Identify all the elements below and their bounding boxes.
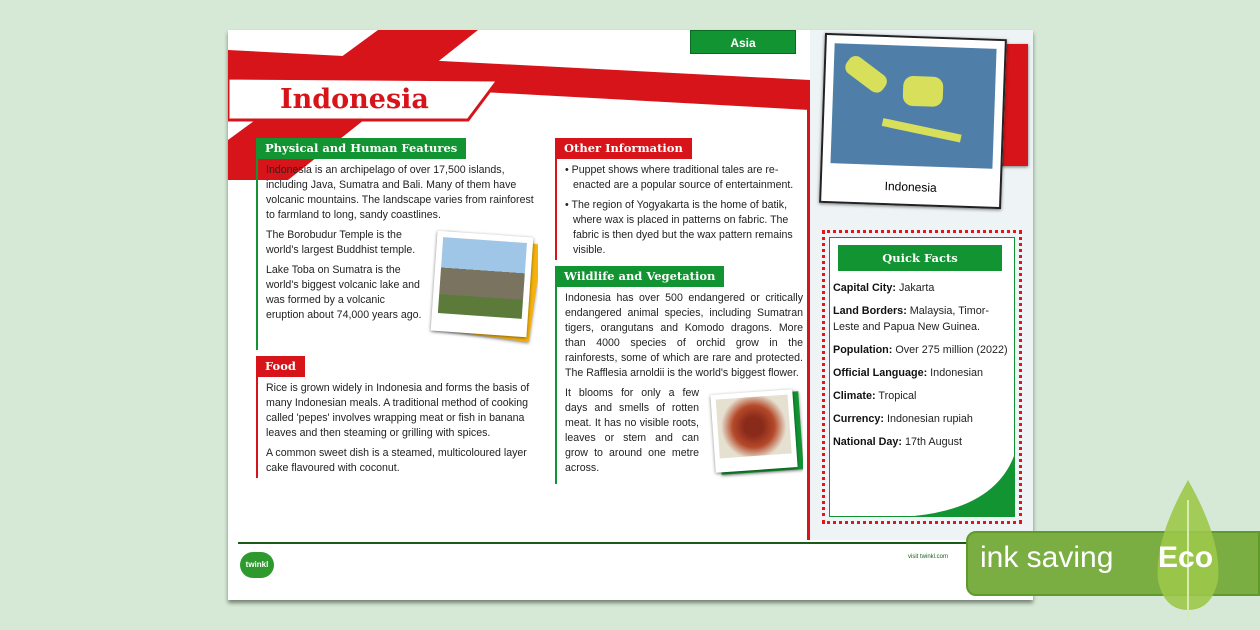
- food-text-2: A common sweet dish is a steamed, multicoloured layer cake flavoured with coconut.: [266, 447, 527, 474]
- food-section: [256, 377, 538, 478]
- eco-text: Eco: [1158, 541, 1214, 574]
- rafflesia-text: It blooms for only a few days and smells of rotten meat. It has no visible roots, leaves or stem and can grow to around one metre across.: [565, 387, 699, 474]
- middle-column: [555, 138, 803, 490]
- ink-saving-text: ink saving: [980, 541, 1114, 574]
- footer-url[interactable]: visit twinkl.com: [908, 554, 949, 560]
- lake-toba-text: Lake Toba on Sumatra is the world's biggest volcanic lake and was formed by a volcanic eruption about 74,000 years ago.: [266, 264, 422, 321]
- food-text: Rice is grown widely in Indonesia and forms the basis of many Indonesian meals. A traditional method of cooking called 'pepes' involves wrapping meat or fish in banana leaves and then steaming or grilling with spices.: [266, 382, 530, 439]
- physical-text: Indonesia is an archipelago of over 17,500 islands, including Java, Sumatra and Bali. Many of them have volcanic mountains. The landscape varies from rainforest to farmland to long, sandy coastlines.: [266, 164, 534, 221]
- map-image: [830, 43, 996, 169]
- borobudur-photo-frame: [434, 232, 538, 344]
- divider: [807, 80, 810, 540]
- quick-facts-list: Capital City: Jakarta Land Borders: Malaysia, Timor-Leste and Papua New Guinea. Population: Over 275 million (2022) Official Language: Indonesian Climate: Tropical Currency: Indonesian rupiah National Day: 17th August: [833, 282, 1008, 448]
- indonesia-map-photo: [819, 33, 1007, 209]
- wildlife-text: Indonesia has over 500 endangered or critically endangered animal species, including Sumatran tigers, orangutans and Komodo dragons. More than 4000 species of orchid grow in the rainforests, some of which are rare and protected. The Rafflesia arnoldii is the world's biggest flower.: [565, 292, 803, 379]
- quick-facts-box: [822, 230, 1022, 524]
- quick-facts-heading: Quick Facts: [838, 245, 1002, 271]
- wildlife-section: [555, 287, 803, 484]
- wildlife-heading: Wildlife and Vegetation: [555, 266, 724, 287]
- food-heading: Food: [256, 356, 305, 377]
- other-info-section: • Puppet shows where traditional tales are re-enacted are a popular source of entertainment. • The region of Yogyakarta is the home of batik, where wax is placed in patterns on fabric. The fabric is then dyed but the wax pattern remains visible.: [555, 159, 803, 260]
- fact-file-page: [228, 30, 1033, 600]
- twinkl-logo[interactable]: twinkl: [240, 552, 274, 578]
- other-info-item: Puppet shows where traditional tales are re-enacted are a popular source of entertainment.: [571, 164, 794, 191]
- left-column: [256, 138, 538, 484]
- page-title: Indonesia: [280, 84, 429, 115]
- borobudur-text: The Borobudur Temple is the world's largest Buddhist temple.: [266, 229, 416, 256]
- borobudur-photo: [431, 231, 534, 337]
- other-info-item: The region of Yogyakarta is the home of batik, where wax is placed in patterns on fabric. The fabric is then dyed but the wax pattern remains visible.: [571, 199, 793, 256]
- other-info-heading: Other Information: [555, 138, 692, 159]
- footer-line: [238, 542, 1028, 544]
- rafflesia-photo-frame: [711, 390, 803, 478]
- corner-decoration: [894, 456, 1014, 516]
- physical-heading: Physical and Human Features: [256, 138, 466, 159]
- physical-section: [256, 159, 538, 350]
- map-caption: Indonesia: [884, 179, 937, 195]
- region-badge: Asia: [690, 30, 796, 54]
- rafflesia-photo: [710, 389, 797, 473]
